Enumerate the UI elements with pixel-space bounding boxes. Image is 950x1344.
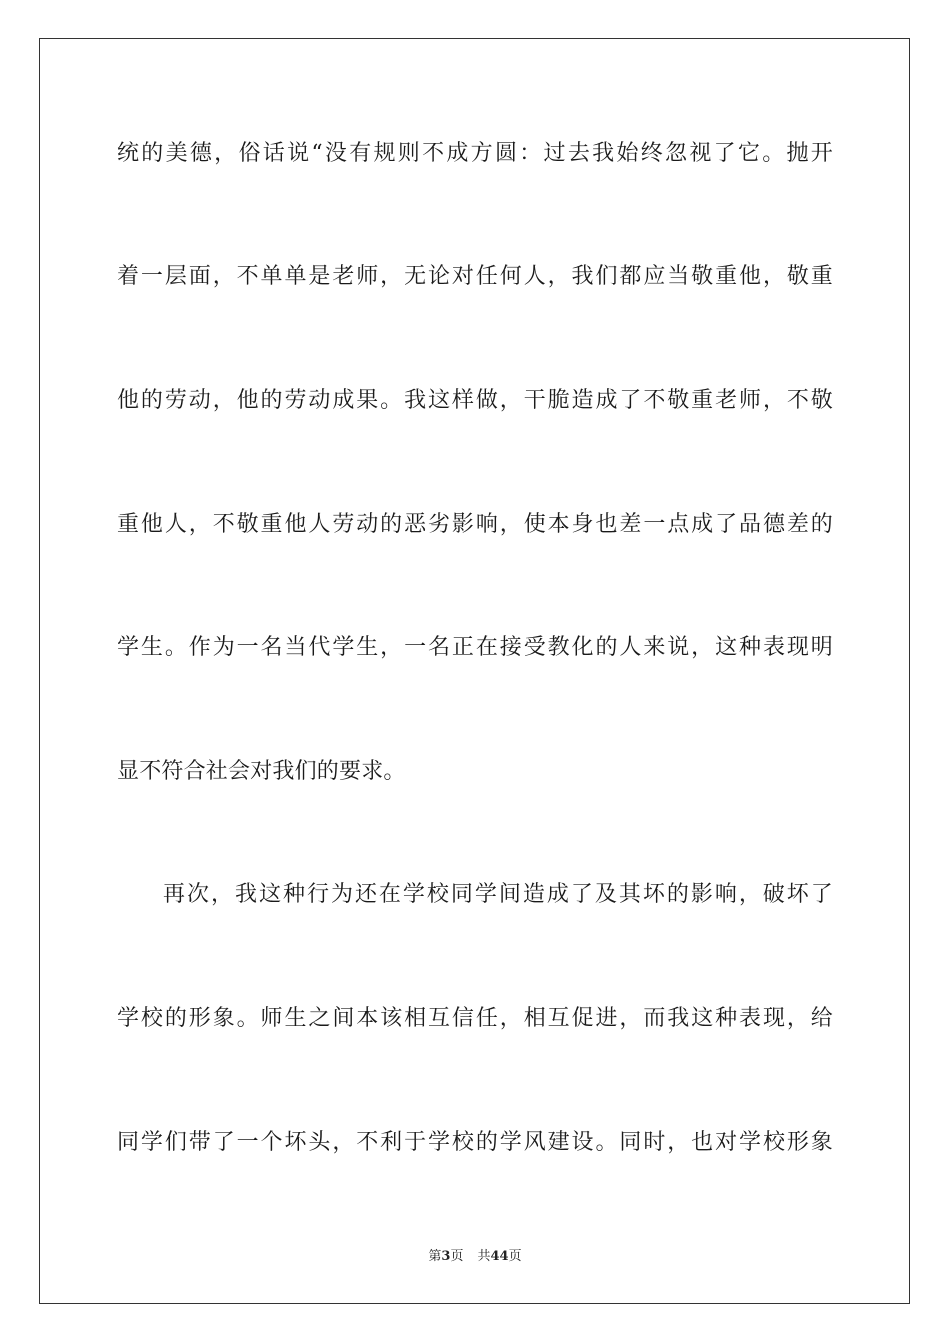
page-number: 3	[441, 1249, 451, 1264]
text-line-1: 统的美德，俗话说“没有规则不成方圆：过去我始终忽视了它。抛开	[117, 141, 833, 166]
text-line-4: 重他人，不敬重他人劳动的恶劣影响，使本身也差一点成了品德差的	[117, 512, 833, 537]
text-line-5: 学生。作为一名当代学生，一名正在接受教化的人来说，这种表现明	[117, 635, 833, 660]
total-suffix: 页	[508, 1249, 522, 1264]
text-line-7: 再次，我这种行为还在学校同学间造成了及其坏的影响，破坏了	[163, 882, 833, 907]
text-line-6: 显不符合社会对我们的要求。	[117, 759, 406, 784]
page-border	[39, 38, 910, 1304]
total-prefix: 共	[477, 1249, 491, 1264]
page-suffix: 页	[450, 1249, 464, 1264]
text-line-9: 同学们带了一个坏头，不利于学校的学风建设。同时，也对学校形象	[117, 1130, 833, 1155]
total-pages: 44	[490, 1249, 509, 1264]
page-prefix: 第	[428, 1249, 442, 1264]
text-line-3: 他的劳动，他的劳动成果。我这样做，干脆造成了不敬重老师，不敬	[117, 388, 833, 413]
text-line-2: 着一层面，不单单是老师，无论对任何人，我们都应当敬重他，敬重	[117, 264, 833, 289]
page-footer	[0, 1249, 950, 1265]
text-line-8: 学校的形象。师生之间本该相互信任，相互促进，而我这种表现，给	[117, 1006, 833, 1031]
